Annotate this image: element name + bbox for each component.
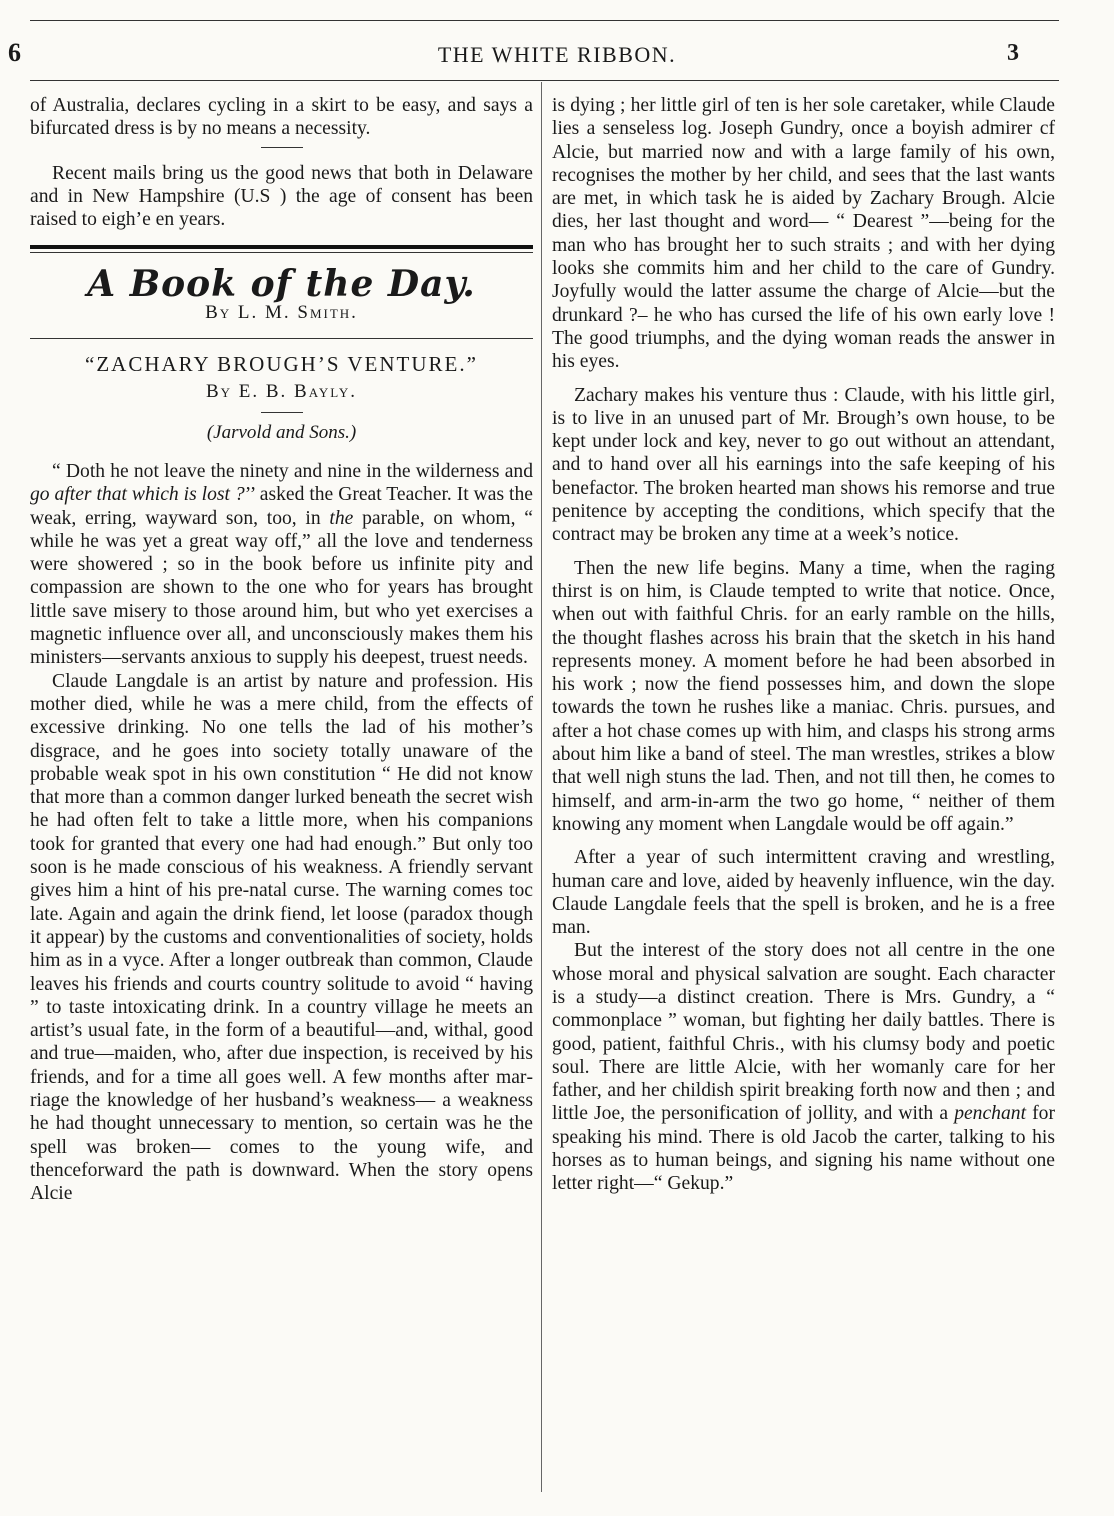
paragraph-venture: Zachary makes his venture thus : Claude, with his little girl, is to live in an unused part of Mr. Brough’s own house, to be kept under lock and key, never to go out without an attendant, and to hand over all his earnings into the safe keeping of his benefactor. The broken hearted man shows his remorse and true penitence by accepting the conditions, which specify that the contract may be broken any time at a week’s notice.: [552, 384, 1055, 546]
intro-text-b: ’’ asked the Great Teacher. It was the weak, erring, wayward son, too, in: [30, 484, 533, 529]
intro-text-c: parable, on whom, “ while he was yet a great way off,” all the love and tenderness were showered ; so in the book before us infinite pity and compassion are shown to the one who for years has brought little save misery to those around him, but who yet exercises a magnetic influence over all, and unconsciously makes them his ministers—servants anxious to supply his deepest, truest needs.: [30, 507, 533, 669]
characters-text-b: for speaking his mind. There is old Jacob the carter, talking to his horses as to human beings, and signing his name without one letter right—“ Gekup.”: [552, 1103, 1055, 1195]
masthead-title: THE WHITE RIBBON.: [437, 42, 677, 67]
paragraph-new-life: Then the new life begins. Many a time, when the raging thirst is on him, is Claude tempted to write that notice. Once, when out with faithful Chris. for an early ramble on the hills, the thought flashes across his brain that the sketch in his hand represents money. A moment before he had been absorbed in his work ; now the fiend possesses him, and down the slope towards the town he rushes like a maniac. Chris. pursues, and after a hot chase comes up with him, and clasps his strong arms about him like a band of steel. The man wrestles, strikes a blow that well nigh stuns the lad. Then, and not till then, he comes to himself, and arm-in-arm the two go home, “ neither of them knowing any moment when Langdale would be off again.”: [552, 557, 1055, 835]
top-rule: [30, 20, 1059, 21]
characters-text-a: But the interest of the story does not all centre in the one whose moral and physical salvation are sought. Each character is a study—a distinct creation. There is Mrs. Gundry, a “ commonplace ” woman, but fighting her daily battles. There is good, patient, faithful Chris., with his clumsy body and poetic soul. There are little Alcie, with her womanly care for her father, and her childish spirit breaking forth now and then ; and little Joe, the personification of jollity, and with a: [552, 940, 1055, 1125]
thin-divider: [30, 252, 533, 253]
paragraph-alcie-dying: is dying ; her little girl of ten is her sole caretaker, while Claude lies a senseless log. Joseph Gundry, once a boyish admirer cf Alcie, but married now and with a large family of his own, recognises the mother by her child, and sees that the last wants are met, in which task he is aided by Zachary Brough. Alcie dies, her last thought and word— “ Dearest ”—being for the man who has brought her to such straits ; and with her dying looks she commits him and her child to the care of Gundry. Joyfully would the latter assume the charge of Alcie—but the drunkard ?– he who has cursed the life of his own early love ! The good triumphs, and the dying woman reads the answer in his eyes.: [552, 95, 1055, 373]
header-rule: [30, 80, 1059, 81]
paragraph-claude: Claude Langdale is an artist by nature and profession. His mother died, while he was a mere child, from the effects of excessive drinking. No one tells the lad of his mother’s disgrace, and he goes into society totally unaware of the probable weak spot in his own constitution “ He did not know that more than a common danger lurked beneath the secret wish he had often felt to take a little more, when his companions took for granted that every one had had enough.” But only too soon is he made conscious of his weakness. A friendly servant gives him a hint of his pre-natal curse. The warning comes toc late. Again and again the drink fiend, let loose (paradox though it appear) by the customs and conventionalities of society, holds him as in a vyce. After a longer outbreak than common, Claude leaves his friends and courts country solitude to avoid “ having ” to taste intoxicating drink. In a country village he meets an artist’s usual fate, in the form of a beautiful—and, withal, good and true—maiden, who, after due inspection, is received by his friends, and for a time all goes well. A few months after marriage the knowledge of her husband’s weakness— a weakness he had thought unnecessary to mention, so certain was he the spell was broken— comes to the young wife, and thenceforward the path is downward. When the story opens Alcie: [30, 670, 533, 1205]
intro-text-a: “ Doth he not leave the ninety and nine in the wilderness and: [52, 460, 533, 482]
review-title: “ZACHARY BROUGH’S VENTURE.”: [85, 352, 478, 377]
author-divider: [261, 412, 303, 413]
review-author: By E. B. Bayly.: [205, 381, 358, 403]
paragraph-cycling: of Australia, declares cycling in a skirt to be easy, and says a bifurcated dress is by no means a necessity.: [30, 95, 533, 140]
header-left-mark: 6: [8, 38, 21, 67]
left-column: [30, 94, 533, 1205]
right-column: [552, 94, 1055, 1196]
intro-italic-quote: go after that which is lost ?: [30, 484, 245, 506]
byline-divider: [30, 338, 533, 339]
paragraph-age-of-consent: Recent mails bring us the good news that both in Delaware and in New Hampshire (U.S ) the age of consent has been raised to eigh’e en years.: [30, 162, 533, 231]
publisher: (Jarvold and Sons.): [206, 421, 357, 443]
column-divider: [541, 82, 542, 1492]
thick-divider: [30, 245, 533, 249]
paragraph-year-after: After a year of such intermittent craving and wrestling, human care and love, aided by heavenly influence, win the day. Claude Langdale feels that the spell is broken, and he is a free man.: [552, 847, 1055, 939]
paragraph-characters: [552, 939, 1055, 1195]
intro-italic-the: the: [329, 507, 354, 529]
section-title: A Book of the Day.: [87, 263, 476, 306]
section-byline: By L. M. Smith.: [205, 301, 358, 323]
page-number: 3: [1007, 40, 1019, 66]
characters-italic-penchant: penchant: [954, 1103, 1027, 1125]
paragraph-intro: [30, 460, 533, 670]
short-divider: [261, 147, 303, 148]
